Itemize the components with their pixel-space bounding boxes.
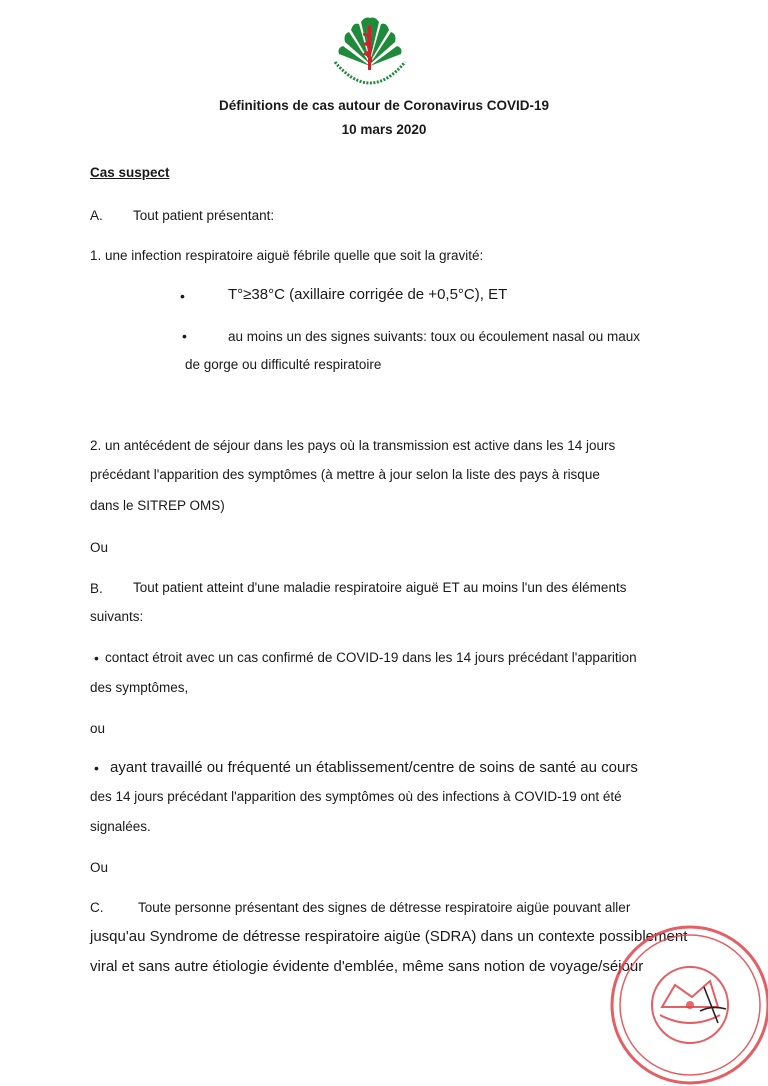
bullet-icon: • bbox=[180, 288, 185, 304]
bullet-icon: • bbox=[94, 650, 99, 666]
healthcare-criterion-line1: ayant travaillé ou fréquenté un établissement/centre de soins de santé au cours bbox=[110, 759, 638, 776]
item-b-line1: Tout patient atteint d'une maladie respiratoire aiguë ET au moins l'un des éléments bbox=[133, 580, 627, 595]
or-separator: Ou bbox=[90, 540, 109, 555]
contact-criterion-line2: des symptômes, bbox=[90, 680, 189, 695]
item-c-line3: viral et sans autre étiologie évidente d'emblée, même sans notion de voyage/séjour bbox=[90, 958, 644, 975]
item-letter-c: C. bbox=[90, 900, 104, 915]
bullet-icon: • bbox=[94, 760, 99, 776]
item-letter-b: B. bbox=[90, 581, 103, 596]
criterion-1: 1. une infection respiratoire aiguë fébrile quelle que soit la gravité: bbox=[90, 248, 484, 263]
official-seal-stamp-icon bbox=[600, 915, 768, 1086]
bullet-icon: • bbox=[182, 328, 187, 344]
item-c-line2: jusqu'au Syndrome de détresse respiratoire aigüe (SDRA) dans un contexte possiblement bbox=[90, 928, 688, 945]
document-title: Définitions de cas autour de Coronavirus COVID-19 bbox=[218, 98, 550, 113]
healthcare-criterion-line2: des 14 jours précédant l'apparition des symptômes où des infections à COVID-19 ont été bbox=[90, 789, 622, 804]
or-inner: ou bbox=[90, 721, 106, 736]
symptoms-criterion-line1: au moins un des signes suivants: toux ou écoulement nasal ou maux bbox=[228, 329, 640, 344]
criterion-2-line3: dans le SITREP OMS) bbox=[90, 498, 225, 513]
contact-criterion-line1: contact étroit avec un cas confirmé de COVID-19 dans les 14 jours précédant l'apparition bbox=[105, 650, 637, 665]
item-a-text: Tout patient présentant: bbox=[133, 208, 275, 223]
document-date: 10 mars 2020 bbox=[341, 122, 427, 137]
item-letter-a: A. bbox=[90, 208, 103, 223]
criterion-2-line2: précédant l'apparition des symptômes (à mettre à jour selon la liste des pays à risque bbox=[90, 467, 600, 482]
symptoms-criterion-line2: de gorge ou difficulté respiratoire bbox=[185, 357, 382, 372]
healthcare-criterion-line3: signalées. bbox=[90, 819, 151, 834]
temperature-criterion: T°≥38°C (axillaire corrigée de +0,5°C), ET bbox=[228, 286, 508, 303]
section-heading: Cas suspect bbox=[90, 165, 170, 180]
ministry-of-health-logo bbox=[325, 12, 415, 94]
item-b-line2: suivants: bbox=[90, 609, 144, 624]
criterion-2-line1: 2. un antécédent de séjour dans les pays où la transmission est active dans les 14 jours bbox=[90, 438, 616, 453]
item-c-line1: Toute personne présentant des signes de détresse respiratoire aigüe pouvant aller bbox=[138, 900, 631, 915]
or-separator: Ou bbox=[90, 860, 109, 875]
